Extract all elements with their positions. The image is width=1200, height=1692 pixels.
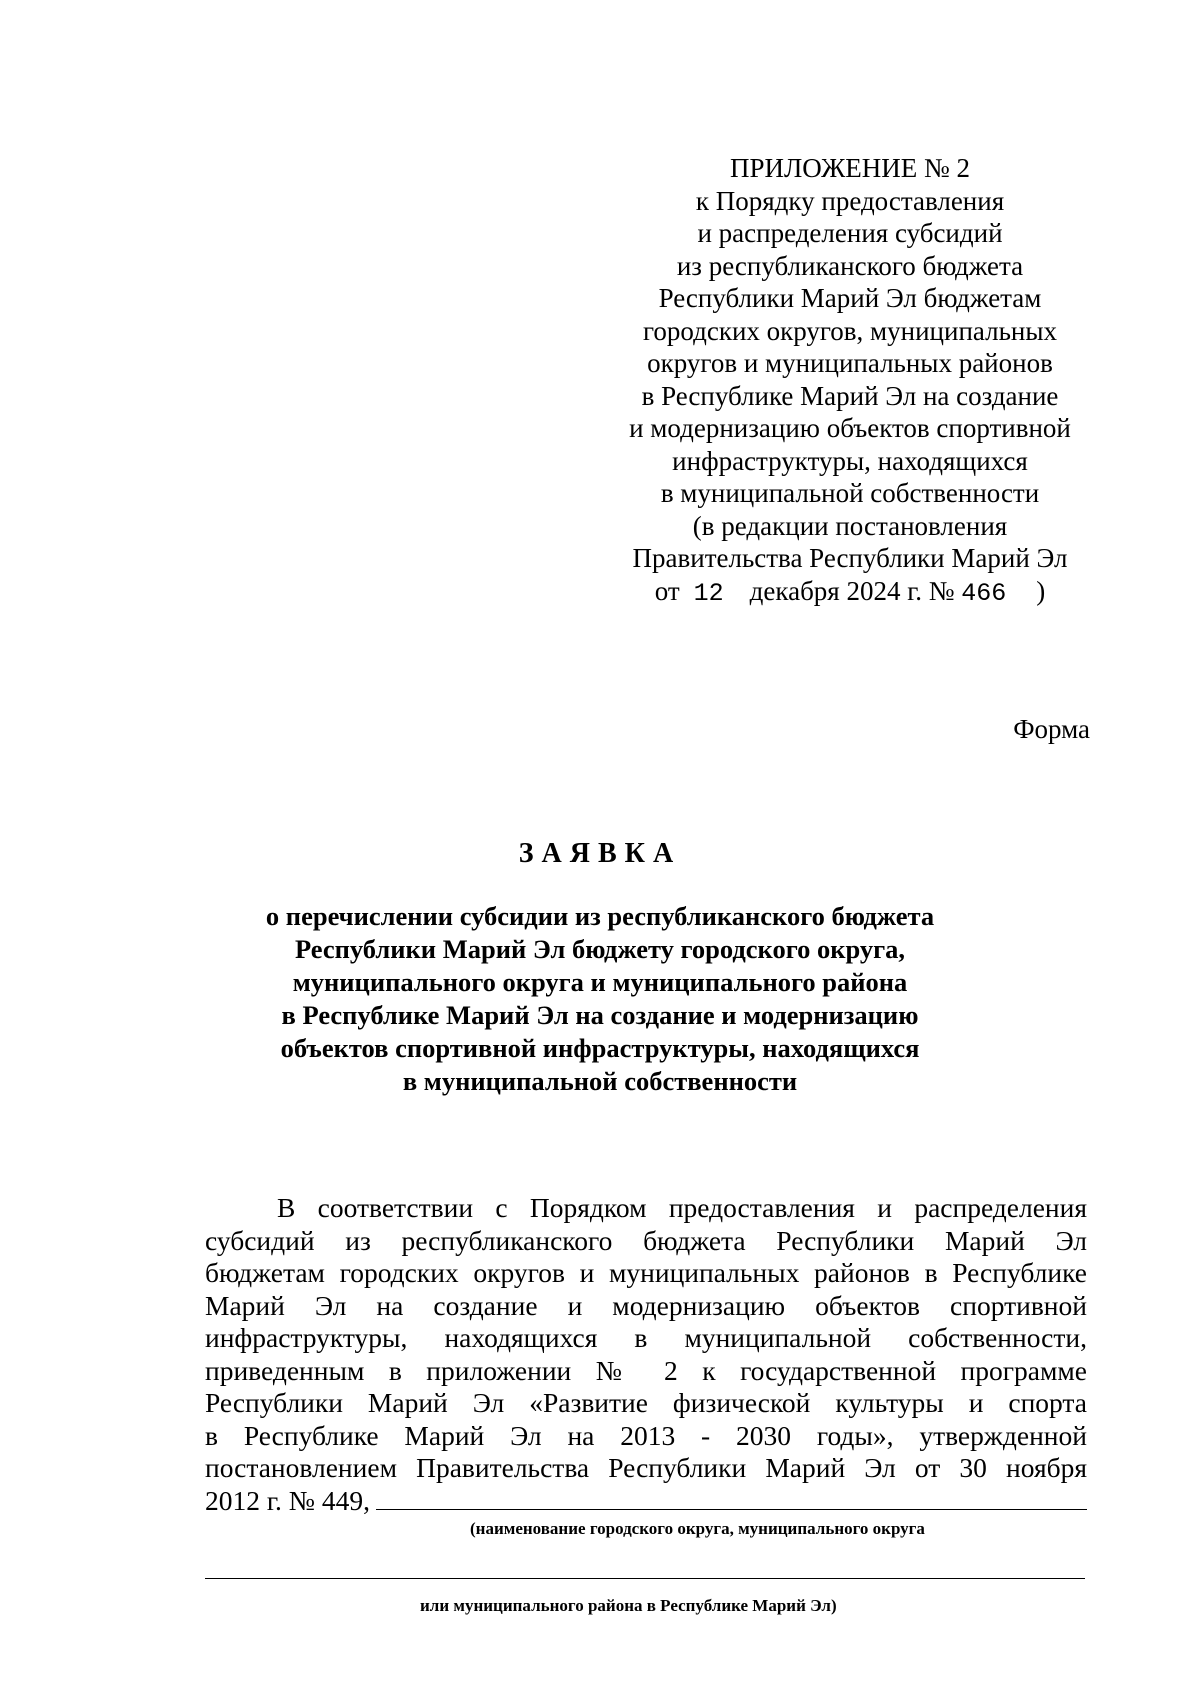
appendix-line: в муниципальной собственности — [660, 478, 1040, 508]
body-line: инфраструктуры, находящихся в муниципальной собственности, — [205, 1322, 1087, 1353]
appendix-header — [600, 152, 1100, 610]
appendix-date-line — [600, 575, 1100, 611]
date-month-year: декабря 2024 г. № — [749, 575, 955, 606]
appendix-line: инфраструктуры, находящихся — [672, 445, 1028, 476]
municipality-name-blank[interactable] — [376, 1485, 1087, 1510]
body-line: приведенным в приложении № 2 к государственной программе — [205, 1354, 1087, 1386]
appendix-line: и модернизацию объектов спортивной — [629, 413, 1071, 443]
date-day: 12 — [693, 578, 724, 608]
subtitle-line: муниципального округа и муниципального района — [292, 967, 908, 997]
subtitle-line: объектов спортивной инфраструктуры, находящихся — [280, 1033, 920, 1063]
appendix-line: Правительства Республики Марий Эл — [632, 543, 1068, 573]
subtitle-line: о перечислении субсидии из республиканского бюджета — [265, 901, 935, 931]
body-last-line — [205, 1485, 1087, 1518]
subtitle-line: в муниципальной собственности — [402, 1066, 798, 1096]
resolution-number: 466 — [961, 578, 1007, 608]
date-prefix: от — [654, 575, 680, 606]
municipality-name-blank-continued[interactable] — [205, 1578, 1085, 1579]
document-subtitle — [200, 900, 1000, 1098]
body-line: Республики Марий Эл «Развитие физической культуры и спорта — [205, 1387, 1087, 1418]
blank-caption-second: или муниципального района в Республике Марий Эл) — [420, 1596, 837, 1615]
body-line: бюджетам городских округов и муниципальных районов в Республике — [205, 1257, 1087, 1288]
appendix-line: округов и муниципальных районов — [647, 348, 1053, 378]
body-line: субсидий из республиканского бюджета Республики Марий Эл — [205, 1224, 1087, 1256]
date-suffix: ) — [1036, 575, 1046, 606]
appendix-line: из республиканского бюджета — [676, 250, 1024, 281]
body-line: постановлением Правительства Республики Марий Эл от 30 ноября — [205, 1452, 1087, 1483]
subtitle-line: в Республике Марий Эл на создание и модернизацию — [281, 1000, 919, 1030]
blank-caption-first: (наименование городского округа, муниципального округа — [470, 1519, 925, 1538]
body-line: В соответствии с Порядком предоставления и распределения — [277, 1192, 1087, 1223]
appendix-line: Республики Марий Эл бюджетам — [658, 283, 1042, 313]
appendix-line: городских округов, муниципальных — [642, 315, 1057, 346]
appendix-line: к Порядку предоставления — [695, 185, 1005, 216]
body-line: Марий Эл на создание и модернизацию объектов спортивной — [205, 1289, 1087, 1321]
appendix-title: ПРИЛОЖЕНИЕ № 2 — [729, 153, 971, 183]
appendix-line: в Республике Марий Эл на создание — [641, 380, 1059, 411]
appendix-line: и распределения субсидий — [697, 218, 1003, 248]
document-title: ЗАЯВКА — [518, 838, 682, 869]
body-line: 2012 г. № 449, — [205, 1484, 371, 1516]
subtitle-line: Республики Марий Эл бюджету городского округа, — [294, 934, 906, 964]
form-label: Форма — [1013, 714, 1090, 744]
appendix-line: (в редакции постановления — [692, 510, 1008, 541]
body-paragraph — [205, 1192, 1087, 1517]
body-line: в Республике Марий Эл на 2013 - 2030 годы», утвержденной — [205, 1419, 1087, 1451]
